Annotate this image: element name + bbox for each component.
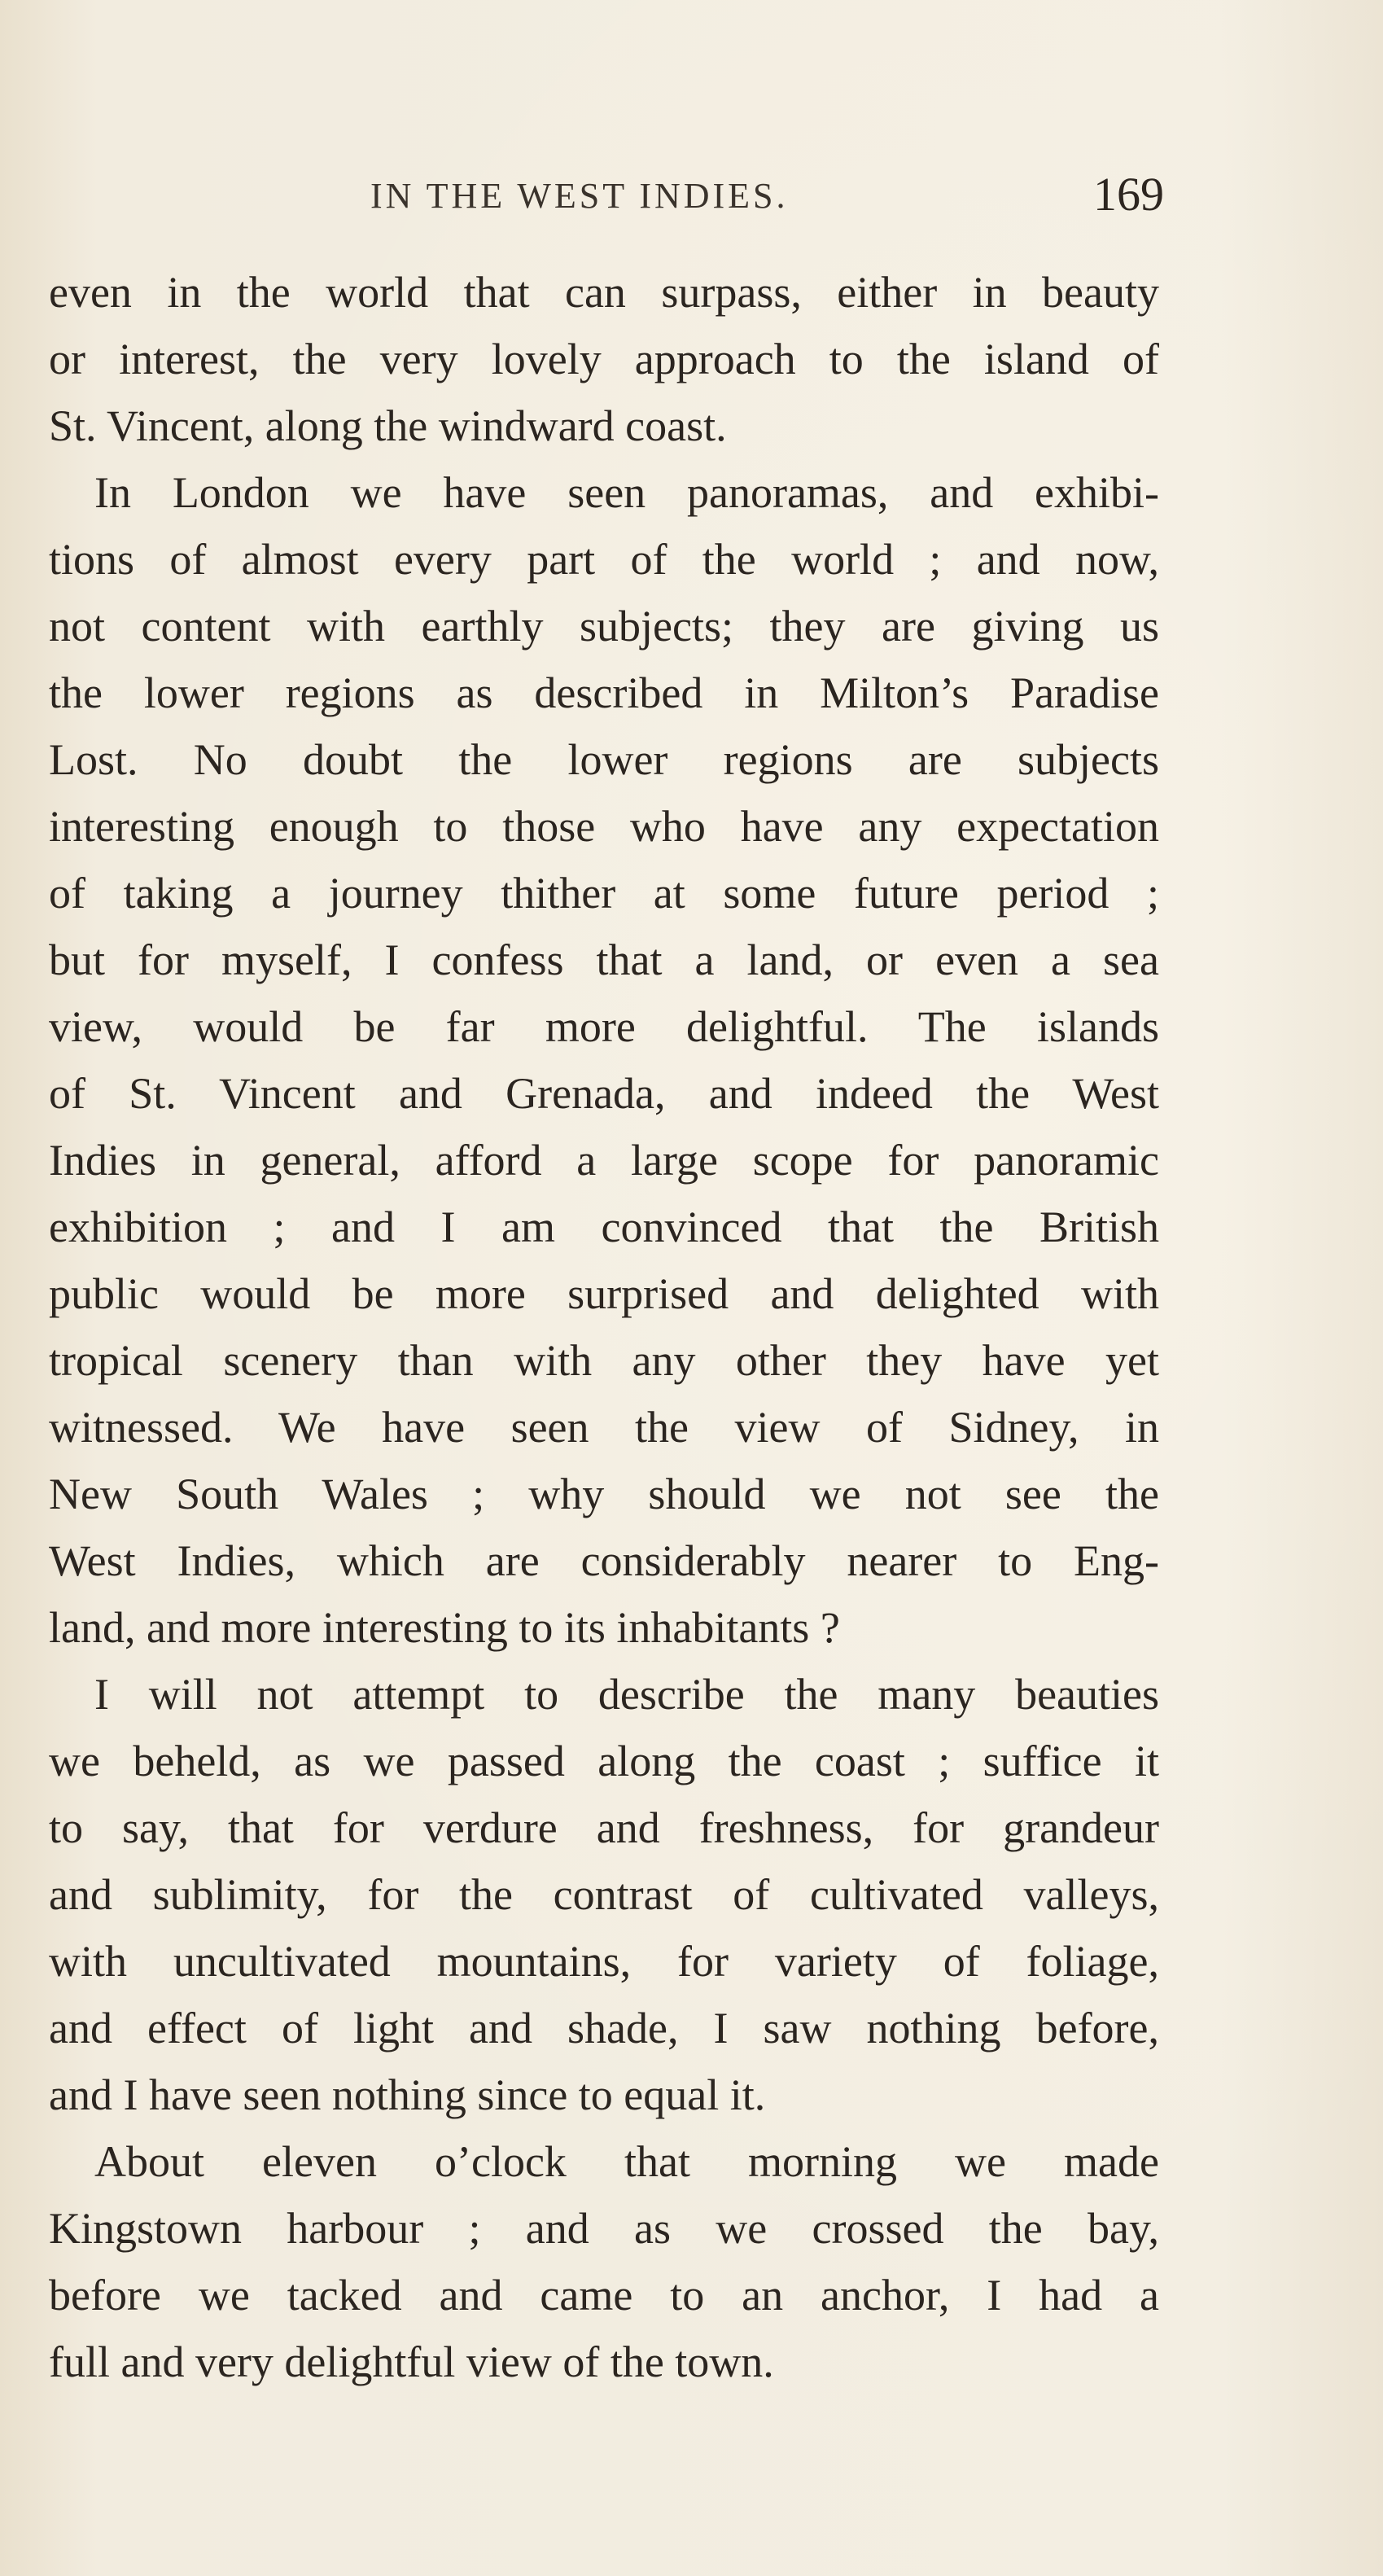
text-line: and I have seen nothing since to equal it. [49,2070,766,2119]
paragraph-start-line: I will not attempt to describe the many beauties [94,1670,1159,1719]
text-line: before we tacked and came to an anchor, I had a [49,2271,1159,2320]
page-number: 169 [1093,168,1164,221]
text-line: tions of almost every part of the world ; and now, [49,535,1159,584]
text-line: with uncultivated mountains, for variety of foliage, [49,1937,1159,1986]
text-line: land, and more interesting to its inhabitants ? [49,1603,840,1652]
text-line: but for myself, I confess that a land, or even a sea [49,935,1159,984]
text-line: even in the world that can surpass, either in beauty [49,268,1159,317]
text-line: St. Vincent, along the windward coast. [49,401,727,450]
text-line: to say, that for verdure and freshness, for grandeur [49,1803,1159,1852]
text-line: or interest, the very lovely approach to the island of [49,335,1159,383]
text-line: view, would be far more delightful. The islands [49,1002,1159,1051]
text-line: exhibition ; and I am convinced that the British [49,1203,1159,1251]
text-line: of taking a journey thither at some future period ; [49,869,1159,918]
page-header [49,167,1164,224]
text-line: New South Wales ; why should we not see the [49,1470,1159,1518]
text-line: the lower regions as described in Milton’s Paradise [49,668,1159,717]
body-text [49,259,1159,2395]
text-line: tropical scenery than with any other they have yet [49,1336,1159,1385]
text-line: not content with earthly subjects; they are giving us [49,602,1159,651]
text-line: Kingstown harbour ; and as we crossed the bay, [49,2204,1159,2253]
text-line: of St. Vincent and Grenada, and indeed the West [49,1069,1159,1118]
text-line: and effect of light and shade, I saw nothing before, [49,2004,1159,2052]
text-line: public would be more surprised and delighted with [49,1269,1159,1318]
paragraph-start-line: In London we have seen panoramas, and exhibi- [94,468,1159,517]
running-head: IN THE WEST INDIES. [370,176,789,216]
text-line: witnessed. We have seen the view of Sidney, in [49,1403,1159,1452]
text-line: interesting enough to those who have any expectation [49,802,1159,851]
text-line: we beheld, as we passed along the coast ; suffice it [49,1737,1159,1785]
text-line: Lost. No doubt the lower regions are subjects [49,735,1159,784]
text-line: Indies in general, afford a large scope for panoramic [49,1136,1159,1185]
text-line: West Indies, which are considerably nearer to Eng- [49,1536,1159,1585]
text-line: and sublimity, for the contrast of cultivated valleys, [49,1870,1159,1919]
text-line: full and very delightful view of the town. [49,2337,774,2386]
paragraph-start-line: About eleven o’clock that morning we made [94,2137,1159,2186]
